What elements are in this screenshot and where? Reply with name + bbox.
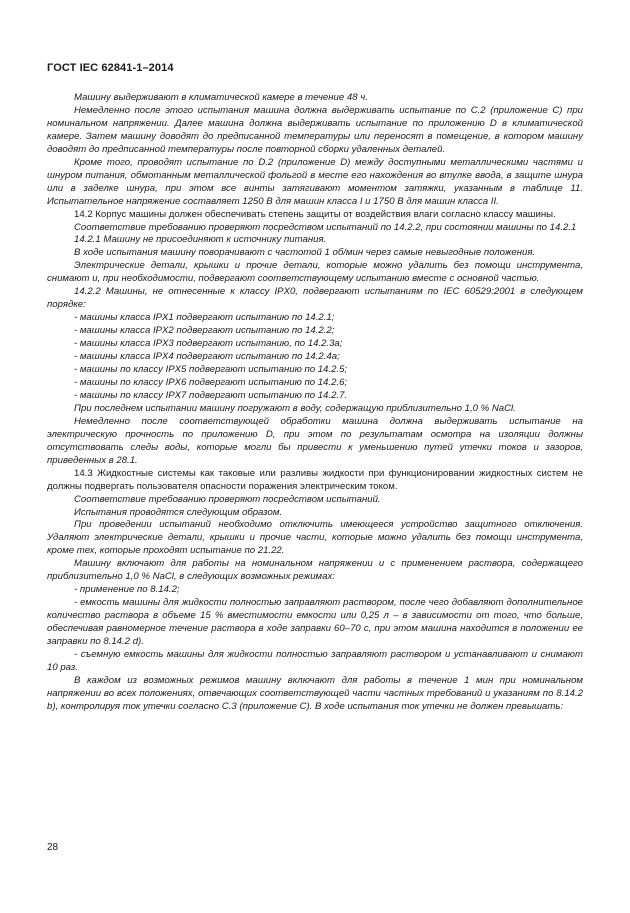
paragraph: Испытания проводятся следующим образом. <box>74 506 283 518</box>
paragraph: - машины по классу IPX6 подвергают испытанию по 14.2.6; <box>74 376 348 388</box>
paragraph: Электрические детали, крышки и прочие детали, которые можно удалить без помощи инструмента, снимают и, при необходимости, подвергают соответствующему испытанию вместе с основной частью. <box>47 260 583 285</box>
paragraph: При последнем испытании машину погружают в воду, содержащую приблизительно 1,0 % NaCl. <box>74 402 516 414</box>
paragraph: Соответствие требованию проверяют посредством испытаний по 14.2.2, при состоянии машины по 14.2.1 <box>74 221 577 233</box>
paragraph: - машины по классу IPX7 подвергают испытанию по 14.2.7. <box>74 389 348 401</box>
paragraph: В ходе испытания машину поворачивают с частотой 1 об/мин через самые невыгодные положения. <box>74 247 536 259</box>
paragraph: - машины по классу IPX5 подвергают испытанию по 14.2.5; <box>74 364 348 376</box>
paragraph: - машины класса IPX3 подвергают испытанию, по 14.2.3a; <box>74 338 343 350</box>
page-number: 28 <box>47 842 59 853</box>
paragraph: 14.3 Жидкостные системы как таковые или разливы жидкости при функционировании жидкостных систем не должны подвергать пользователя опасности поражения электрическим током. <box>47 467 583 492</box>
paragraph: - машины класса IPX4 подвергают испытанию по 14.2.4a; <box>74 351 340 363</box>
paragraph: Немедленно после этого испытания машина должна выдерживать испытание по C.2 (приложение C) при номинальном напряжении. Далее машина должна выдерживать испытание по приложению D в климатической камере. Затем машину доводят до предписанной температуры или переносят в помещение, в котором машину доводят до предписанной температуры после повторной сборки удаленных деталей. <box>47 104 583 155</box>
paragraph: - съемную емкость машины для жидкости полностью заправляют раствором и устанавливают и снимают 10 раз. <box>47 648 583 673</box>
paragraph: Машину включают для работы на номинальном напряжении и с применением раствора, содержащего приблизительно 1,0 % NaCl, в следующих возможных режимах: <box>47 558 583 583</box>
paragraph: Машину выдерживают в климатической камере в течение 48 ч. <box>74 92 368 103</box>
paragraph: Соответствие требованию проверяют посредством испытаний. <box>74 493 381 505</box>
paragraph: В каждом из возможных режимов машину включают для работы в течение 1 мин при номинальном напряжении во всех положениях, отвечающих соответствующей части частных требований и указаниям по 8.14.2 b), контролируя ток утечки согласно C.3 (приложение C). В ходе испытания ток утечки не должен превышать: <box>47 674 583 712</box>
paragraph: - машины класса IPX2 подвергают испытанию по 14.2.2; <box>74 325 335 337</box>
paragraph: Немедленно после соответствующей обработки машина должна выдерживать испытание на электрическую прочность по приложению D, при этом по результатам осмотра на изоляции должны отсутствовать следы воды, которые могли бы привести к уменьшению путей утечки токов и зазоров, приведенных в 28.1. <box>47 415 583 466</box>
standard-header: ГОСТ IEC 62841-1–2014 <box>47 62 174 74</box>
paragraph: При проведении испытаний необходимо отключить имеющееся устройство защитного отключения. Удаляют электрические детали, крышки и прочие части, которые можно удалить без помощи инструмента, кроме тех, которые проходят испытание по 21.22. <box>47 519 583 557</box>
paragraph: 14.2.2 Машины, не отнесенные к классу IPX0, подвергают испытаниям по IEC 60529:2001 в следующем порядке: <box>47 286 583 311</box>
paragraph: - машины класса IPX1 подвергают испытанию по 14.2.1; <box>74 312 335 324</box>
body-text <box>47 92 583 714</box>
paragraph: 14.2 Корпус машины должен обеспечивать степень защиты от воздействия влаги согласно классу машины. <box>74 208 556 220</box>
paragraph: - емкость машины для жидкости полностью заправляют раствором, после чего добавляют дополнительное количество раствора в объеме 15 % вместимости емкости или 0,25 л – в зависимости от того, что больше, обеспечивая равномерное течение раствора в ходе заправки 60–70 с, при этом машина находится в положении ее заправки по 8.14.2 d). <box>47 597 583 648</box>
paragraph: - применение по 8.14.2; <box>74 584 180 596</box>
paragraph: 14.2.1 Машину не присоединяют к источнику питания. <box>74 234 327 246</box>
paragraph: Кроме того, проводят испытание по D.2 (приложение D) между доступными металлическими частями и шнуром питания, обмотанным металлической фольгой в месте его нахождения во втулке ввода, в защите шнура или в заделке шнура, при этом все винты затягивают моментом затяжки, указанным в таблице 11. Испытательное напряжение составляет 1250 В для машин класса I и 1750 В для машин класса II. <box>47 156 583 207</box>
